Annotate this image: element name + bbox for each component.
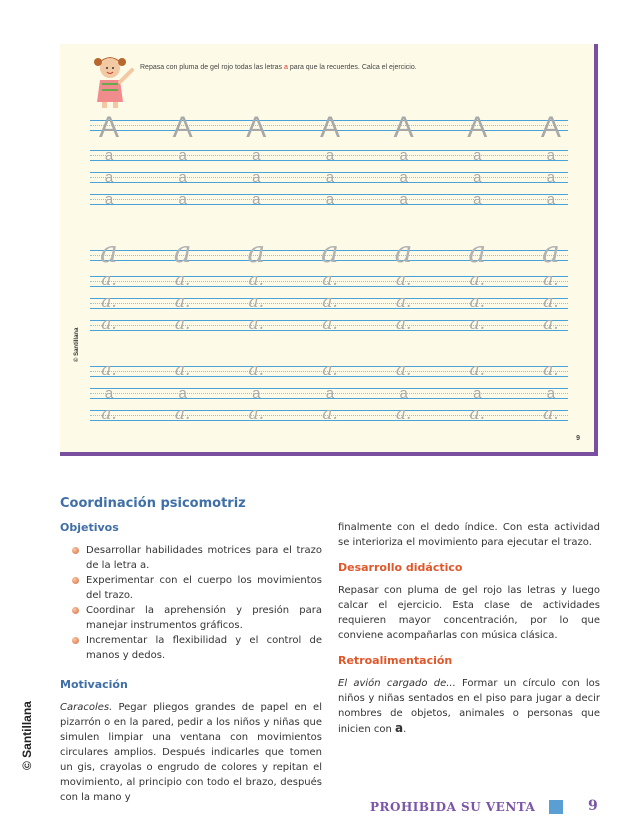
list-item: Desarrollar habilidades motrices para el trazo de la letra a. (60, 543, 322, 573)
glyph: a. (395, 314, 412, 334)
glyph: a (252, 169, 261, 186)
glyph: a (325, 385, 335, 402)
glyph: a. (543, 314, 559, 334)
retro-letter: a (394, 721, 404, 735)
glyph: a. (322, 360, 338, 380)
row-cursive-lower (94, 406, 566, 422)
page-number: 9 (588, 798, 598, 814)
glyph: a. (469, 360, 486, 380)
notes-left-column (60, 520, 322, 805)
row-cursive-capital (94, 235, 566, 270)
glyph: a (546, 385, 556, 402)
glyph: a. (543, 270, 559, 290)
glyph: a. (174, 292, 191, 312)
glyph: a. (174, 360, 191, 380)
glyph: a. (101, 314, 117, 334)
glyph: a. (174, 314, 191, 334)
worksheet-card (60, 44, 598, 456)
glyph: a (178, 147, 187, 164)
glyph: a. (248, 360, 265, 380)
row-cursive-lower (94, 294, 566, 310)
desarrollo-paragraph: Repasar con pluma de gel rojo las letras y luego calcar el ejercicio. Esta clase de actividades requieren mayor concentración, por lo que conviene acompañarlas con música clásica. (338, 585, 600, 641)
glyph: a (394, 235, 413, 270)
glyph: a (473, 147, 482, 164)
glyph: a (399, 385, 408, 402)
glyph: a (247, 235, 266, 270)
glyph: a (252, 147, 261, 164)
row-print-lower (94, 192, 566, 207)
glyph: a (178, 169, 187, 186)
section-title: Coordinación psicomotriz (60, 496, 246, 511)
glyph: A (98, 111, 119, 144)
row-cursive-lower (94, 272, 566, 288)
footer (370, 800, 563, 814)
glyph: a. (543, 404, 559, 424)
glyph: a (325, 169, 335, 186)
glyph: a. (543, 360, 559, 380)
girl-illustration (90, 50, 140, 110)
desarrollo-heading: Desarrollo didáctico (338, 561, 463, 574)
row-print-lower (94, 170, 566, 185)
glyph: a (252, 385, 261, 402)
glyph: a. (469, 292, 486, 312)
glyph: a. (101, 270, 117, 290)
row-print-capital (94, 113, 566, 143)
list-item: Experimentar con el cuerpo los movimientos del trazo. (60, 573, 322, 603)
glyph: a. (469, 270, 486, 290)
glyph: a. (322, 314, 338, 334)
row-cursive-lower (94, 362, 566, 378)
glyph: a. (248, 314, 265, 334)
glyph: a (473, 191, 482, 208)
glyph: a (468, 235, 487, 270)
list-item: Incrementar la flexibilidad y el control de manos y dedos. (60, 633, 322, 663)
glyph: a (399, 169, 408, 186)
glyph: a. (248, 270, 265, 290)
glyph: a (100, 235, 118, 270)
motivacion-heading: Motivación (60, 678, 128, 691)
glyph: A (172, 111, 193, 144)
glyph: a (178, 385, 187, 402)
glyph: a (546, 169, 556, 186)
glyph: a (399, 191, 408, 208)
glyph: a. (395, 292, 412, 312)
instruction-red-letter: a (283, 64, 288, 71)
glyph: a (546, 147, 556, 164)
retro-paragraph: El avión cargado de... Formar un círculo con los niños y niñas sentados en el piso para jugar a decir nombres de objetos, animales o personas que inicien con a. (338, 678, 600, 735)
motivacion-activity-title: Caracoles. (60, 702, 113, 713)
worksheet-page-number: 9 (576, 435, 580, 442)
glyph: a. (322, 404, 338, 424)
glyph: a (104, 191, 114, 208)
footer-square (549, 800, 563, 814)
glyph: a. (101, 360, 117, 380)
glyph: a (321, 235, 339, 270)
glyph: a. (543, 292, 559, 312)
glyph: a. (322, 270, 338, 290)
glyph: a. (322, 292, 338, 312)
glyph: A (393, 111, 414, 144)
glyph: a (104, 147, 114, 164)
glyph: a (173, 235, 192, 270)
retro-heading: Retroalimentación (338, 654, 453, 667)
glyph: a (541, 235, 560, 270)
list-item: Coordinar la aprehensión y presión para manejar instrumentos gráficos. (60, 603, 322, 633)
glyph: a. (101, 404, 117, 424)
glyph: A (467, 111, 488, 144)
worksheet-copyright: © Santillana (74, 327, 80, 362)
glyph: a (546, 191, 556, 208)
glyph: a. (395, 404, 412, 424)
glyph: a. (469, 314, 486, 334)
glyph: a (473, 385, 482, 402)
motivacion-paragraph: Caracoles. Pegar pliegos grandes de papel en el pizarrón o en la pared, pedir a los niños y niñas que simulen limpiar una ventana con movimientos circulares amplios. Después indicarles que tomen un gis, crayolas o engrudo de colores y repitan el movimiento, al principio con todo el brazo, después con la mano y (60, 702, 322, 803)
page-copyright: © Santillana (20, 701, 34, 770)
glyph: a. (248, 292, 265, 312)
glyph: a. (174, 270, 191, 290)
row-print-lower (94, 386, 566, 401)
glyph: A (319, 111, 340, 144)
row-cursive-lower (94, 316, 566, 332)
footer-notice: PROHIBIDA SU VENTA (370, 800, 536, 814)
glyph: a. (395, 360, 412, 380)
glyph: a. (395, 270, 412, 290)
glyph: A (246, 111, 267, 144)
glyph: a. (248, 404, 265, 424)
glyph: a (399, 147, 408, 164)
glyph: a (325, 147, 335, 164)
worksheet-instruction: Repasa con pluma de gel rojo todas las letras a para que la recuerdes. Calca el ejercicio. (140, 64, 417, 71)
glyph: A (540, 111, 561, 144)
glyph: a (473, 169, 482, 186)
row-print-lower (94, 148, 566, 163)
notes-right-column (338, 520, 600, 737)
glyph: a (178, 191, 187, 208)
glyph: a. (174, 404, 191, 424)
glyph: a (104, 169, 114, 186)
glyph: a (252, 191, 261, 208)
retro-activity-title: El avión cargado de... (338, 678, 456, 689)
glyph: a (325, 191, 335, 208)
glyph: a (104, 385, 114, 402)
continuation-paragraph: finalmente con el dedo índice. Con esta actividad se interioriza el movimiento para ejecutar el trazo. (338, 522, 600, 548)
glyph: a. (101, 292, 117, 312)
objetivos-list (60, 543, 322, 663)
objetivos-heading: Objetivos (60, 521, 119, 534)
glyph: a. (469, 404, 486, 424)
